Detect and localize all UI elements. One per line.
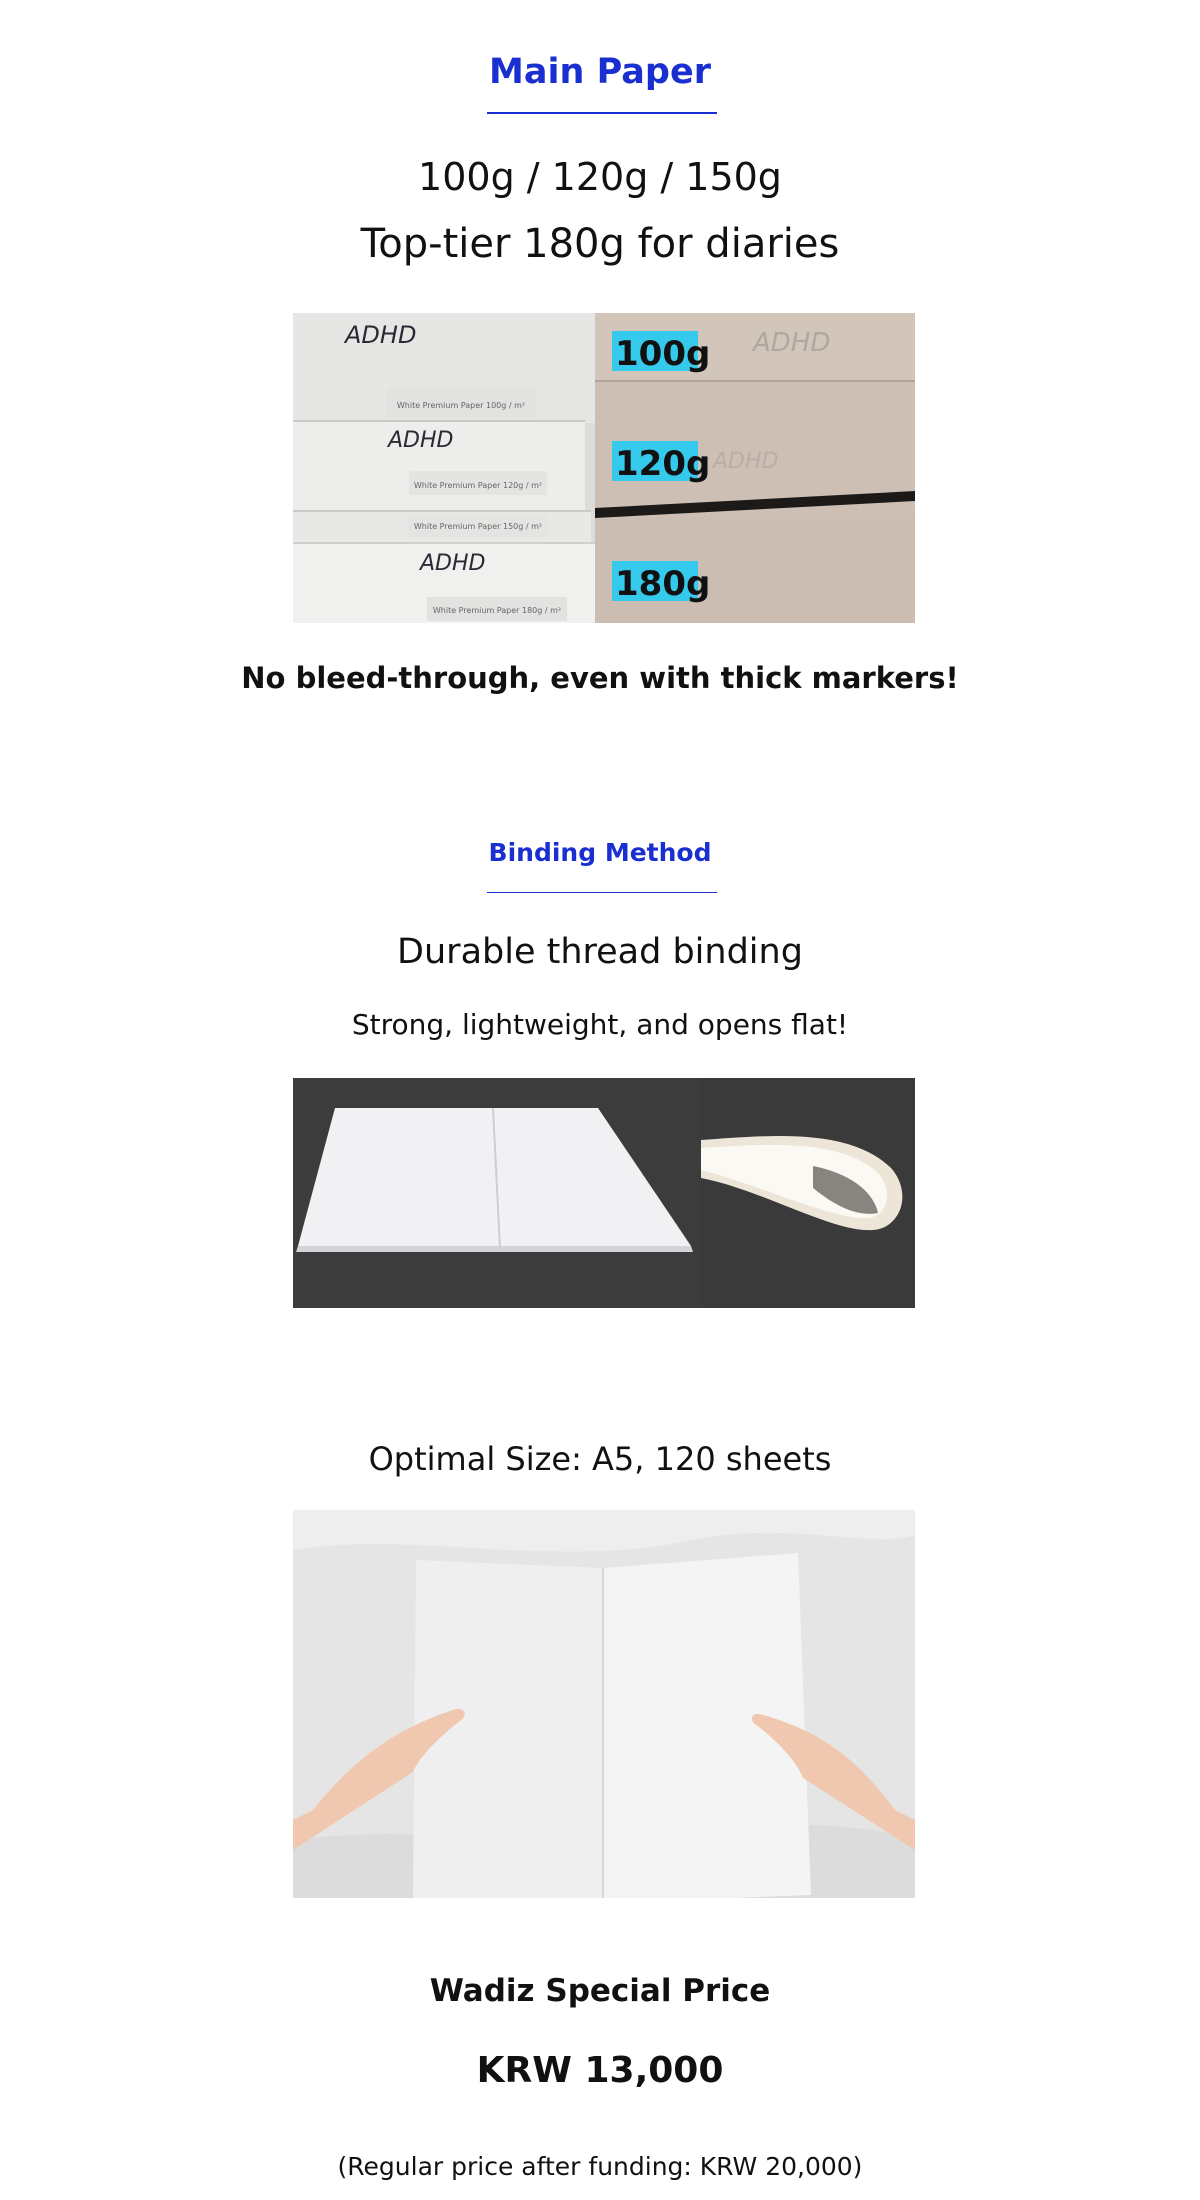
price-label: Wadiz Special Price	[429, 1973, 771, 2009]
top-tier-text: Top-tier 180g for diaries	[360, 221, 840, 267]
binding-photo	[293, 1078, 915, 1308]
handwriting-sample-3: ADHD	[420, 551, 486, 576]
binding-method-title: Binding Method	[488, 838, 712, 867]
weight-tag-100g: 100g	[615, 334, 711, 374]
paper-caption-150g: White Premium Paper 150g / m²	[413, 522, 543, 531]
svg-text:ADHD: ADHD	[753, 328, 831, 358]
paper-weights-photo	[293, 313, 915, 623]
regular-price-note: (Regular price after funding: KRW 20,000)	[337, 2152, 863, 2181]
handwriting-sample-1: ADHD	[345, 321, 417, 349]
svg-text:ADHD: ADHD	[713, 449, 779, 474]
main-paper-title-rule	[487, 112, 717, 114]
main-paper-title: Main Paper	[489, 52, 711, 92]
paper-weights-text: 100g / 120g / 150g	[418, 155, 782, 199]
handwriting-sample-2: ADHD	[388, 428, 454, 453]
binding-headline: Durable thread binding	[397, 932, 803, 972]
binding-method-title-rule	[487, 892, 717, 893]
paper-caption-100g: White Premium Paper 100g / m²	[396, 401, 526, 410]
a5-notebook-photo	[293, 1510, 915, 1898]
no-bleed-note: No bleed-through, even with thick markers!	[241, 661, 959, 695]
binding-subline: Strong, lightweight, and opens flat!	[351, 1008, 849, 1041]
special-price: KRW 13,000	[476, 2050, 724, 2091]
weight-tag-120g: 120g	[615, 444, 711, 484]
paper-caption-120g: White Premium Paper 120g / m²	[413, 481, 543, 490]
paper-caption-180g: White Premium Paper 180g / m²	[432, 606, 562, 615]
size-headline: Optimal Size: A5, 120 sheets	[368, 1440, 832, 1478]
weight-tag-180g: 180g	[615, 564, 711, 604]
